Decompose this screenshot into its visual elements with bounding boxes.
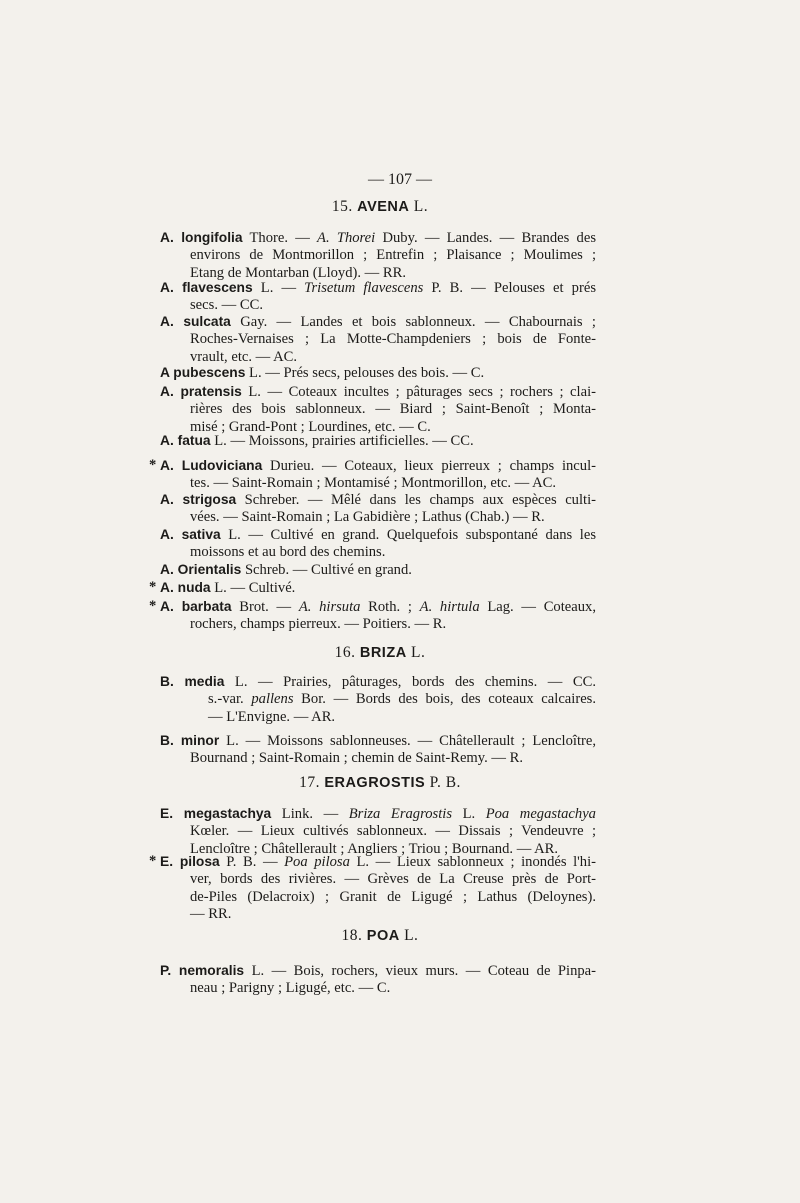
- section-author: P. B.: [425, 774, 461, 791]
- genus-abbrev: A.: [160, 527, 182, 542]
- entry-line: Roches-Vernaises ; La Motte-Champdeniers ; bois de Fonte-: [190, 331, 596, 348]
- entry-text: Gay. — Landes et bois sablonneux. — Chabournais ;: [230, 314, 596, 330]
- entry-line: — RR.: [190, 906, 232, 923]
- entry-text: Brot. — A. hirsuta Roth. ; A. hirtula Lag. — Coteaux,: [231, 599, 596, 615]
- entry-line: secs. — CC.: [190, 297, 263, 314]
- species-entry: [149, 579, 596, 597]
- genus-abbrev: A.: [160, 433, 178, 448]
- section-genus: BRIZA: [359, 645, 407, 661]
- species-name: Orientalis: [177, 562, 242, 577]
- species-name: longifolia: [181, 230, 243, 245]
- entry-line: environs de Montmorillon ; Entrefin ; Plaisance ; Moulimes ;: [190, 247, 596, 264]
- section-number: 16.: [334, 644, 360, 661]
- genus-abbrev: A.: [160, 580, 178, 595]
- species-name: sulcata: [183, 314, 231, 329]
- genus-abbrev: A.: [160, 280, 183, 295]
- introduced-star: *: [149, 457, 157, 473]
- entry-line: [160, 673, 596, 691]
- section-genus: AVENA: [357, 199, 410, 215]
- species-name: media: [184, 674, 225, 689]
- entry-line: Bournand ; Saint-Romain ; chemin de Saint-Remy. — R.: [190, 750, 524, 767]
- species-name: Ludoviciana: [181, 458, 263, 473]
- entry-line: [160, 732, 596, 750]
- introduced-star: *: [149, 598, 157, 614]
- section-heading: [0, 774, 760, 792]
- species-entry: [149, 598, 596, 634]
- section-author: L.: [406, 644, 426, 661]
- species-entry: [160, 383, 596, 436]
- genus-abbrev: A.: [160, 230, 182, 245]
- species-entry: [160, 561, 596, 579]
- genus-abbrev: A: [160, 365, 174, 380]
- species-name: pubescens: [173, 365, 246, 380]
- section-author: L.: [399, 927, 419, 944]
- introduced-star: *: [149, 853, 157, 869]
- species-name: flavescens: [182, 280, 253, 295]
- species-name: pratensis: [180, 384, 242, 399]
- entry-text: L. — Cultivé.: [210, 580, 296, 596]
- entry-line: vrault, etc. — AC.: [190, 348, 298, 365]
- entry-line: [160, 313, 596, 331]
- section-genus: ERAGROSTIS: [324, 775, 426, 791]
- entry-line: [160, 491, 596, 509]
- species-name: barbata: [181, 599, 232, 614]
- species-name: fatua: [177, 433, 211, 448]
- entry-line: rières des bois sablonneux. — Biard ; Saint-Benoît ; Monta-: [190, 401, 596, 418]
- species-entry: [160, 364, 596, 382]
- entry-line: ver, bords des rivières. — Grèves de La Creuse près de Port-: [190, 871, 596, 888]
- page-number: — 107 —: [368, 171, 432, 188]
- entry-line: [160, 383, 596, 401]
- species-name: minor: [180, 733, 220, 748]
- section-heading: [0, 927, 760, 945]
- species-entry: [160, 805, 596, 858]
- species-name: pilosa: [179, 854, 220, 869]
- species-entry: [160, 526, 596, 562]
- entry-line: s.-var. pallens Bor. — Bords des bois, des coteaux calcaires.: [208, 691, 596, 708]
- section-heading: [0, 644, 760, 662]
- genus-abbrev: E.: [160, 854, 180, 869]
- section-number: 17.: [299, 774, 325, 791]
- introduced-star: *: [149, 579, 157, 595]
- species-name: sativa: [181, 527, 221, 542]
- entry-text: L. — Moissons sablonneuses. — Châtellerault ; Lencloître,: [219, 733, 596, 749]
- section-genus: POA: [366, 928, 400, 944]
- genus-abbrev: B.: [160, 733, 181, 748]
- entry-line: neau ; Parigny ; Ligugé, etc. — C.: [190, 980, 391, 997]
- species-entry: [160, 279, 596, 315]
- species-entry: [160, 491, 596, 527]
- entry-line: moissons et au bord des chemins.: [190, 544, 386, 561]
- section-number: 18.: [341, 927, 367, 944]
- entry-line: [160, 364, 596, 382]
- species-entry: [149, 457, 596, 493]
- entry-line: de-Piles (Delacroix) ; Granit de Ligugé ; Lathus (Deloynes).: [190, 888, 596, 905]
- entry-text: L. — Prairies, pâturages, bords des chemins. — CC.: [224, 674, 596, 690]
- entry-line: Lencloître ; Châtellerault ; Angliers ; Triou ; Bournand. — AR.: [190, 840, 559, 857]
- entry-line: rochers, champs pierreux. — Poitiers. — R.: [190, 616, 447, 633]
- entry-line: vées. — Saint-Romain ; La Gabidière ; Lathus (Chab.) — R.: [190, 509, 545, 526]
- entry-line: [160, 526, 596, 544]
- species-entry: [160, 432, 596, 450]
- entry-text: Durieu. — Coteaux, lieux pierreux ; champs incul-: [262, 458, 596, 474]
- entry-text: L. — Cultivé en grand. Quelquefois subspontané dans les: [220, 527, 596, 543]
- genus-abbrev: P.: [160, 963, 179, 978]
- genus-abbrev: A.: [160, 492, 183, 507]
- species-entry: [160, 313, 596, 366]
- species-name: nemoralis: [178, 963, 245, 978]
- genus-abbrev: A.: [160, 599, 182, 614]
- section-heading: [0, 198, 760, 216]
- genus-abbrev: B.: [160, 674, 185, 689]
- species-entry: [160, 732, 596, 768]
- entry-line: Kœler. — Lieux cultivés sablonneux. — Dissais ; Vendeuvre ;: [190, 823, 596, 840]
- genus-abbrev: A.: [160, 314, 184, 329]
- entry-line: [160, 805, 596, 823]
- genus-abbrev: E.: [160, 806, 184, 821]
- entry-text: Schreber. — Mêlé dans les champs aux espèces culti-: [236, 492, 596, 508]
- entry-text: L. — Trisetum flavescens P. B. — Pelouses et prés: [252, 280, 597, 296]
- species-entry: [160, 229, 596, 282]
- section-number: 15.: [331, 198, 358, 215]
- species-name: strigosa: [182, 492, 237, 507]
- entry-line: tes. — Saint-Romain ; Montamisé ; Montmorillon, etc. — AC.: [190, 475, 557, 492]
- genus-abbrev: A.: [160, 562, 178, 577]
- species-entry: [160, 962, 596, 998]
- species-entry: [149, 853, 597, 924]
- species-name: megastachya: [183, 806, 272, 821]
- entry-text: Thore. — A. Thorei Duby. — Landes. — Brandes des: [242, 230, 596, 246]
- entry-line: [160, 962, 596, 980]
- entry-line: Etang de Montarban (Lloyd). — RR.: [190, 264, 407, 281]
- entry-line: [160, 579, 596, 597]
- entry-text: L. — Bois, rochers, vieux murs. — Coteau de Pinpa-: [244, 963, 597, 979]
- entry-text: L. — Coteaux incultes ; pâturages secs ; rochers ; clai-: [241, 384, 596, 400]
- entry-text: L. — Moissons, prairies artificielles. — CC.: [210, 433, 474, 449]
- entry-text: Schreb. — Cultivé en grand.: [241, 562, 412, 578]
- entry-line: misé ; Grand-Pont ; Lourdines, etc. — C.: [190, 418, 431, 435]
- entry-line: [160, 561, 596, 579]
- entry-line: — L'Envigne. — AR.: [208, 708, 336, 725]
- entry-line: [160, 279, 596, 297]
- section-author: L.: [409, 198, 429, 215]
- entry-line: [160, 457, 596, 475]
- genus-abbrev: A.: [160, 458, 182, 473]
- entry-text: Link. — Briza Eragrostis L. Poa megastachya: [271, 806, 596, 822]
- entry-line: [160, 598, 596, 616]
- entry-line: [160, 432, 596, 450]
- species-name: nuda: [177, 580, 211, 595]
- species-entry: [160, 673, 596, 726]
- genus-abbrev: A.: [160, 384, 181, 399]
- entry-line: [160, 229, 596, 247]
- entry-text: P. B. — Poa pilosa L. — Lieux sablonneux ; inondés l'hi-: [219, 854, 597, 870]
- entry-line: [160, 853, 596, 871]
- entry-text: L. — Prés secs, pelouses des bois. — C.: [245, 365, 485, 381]
